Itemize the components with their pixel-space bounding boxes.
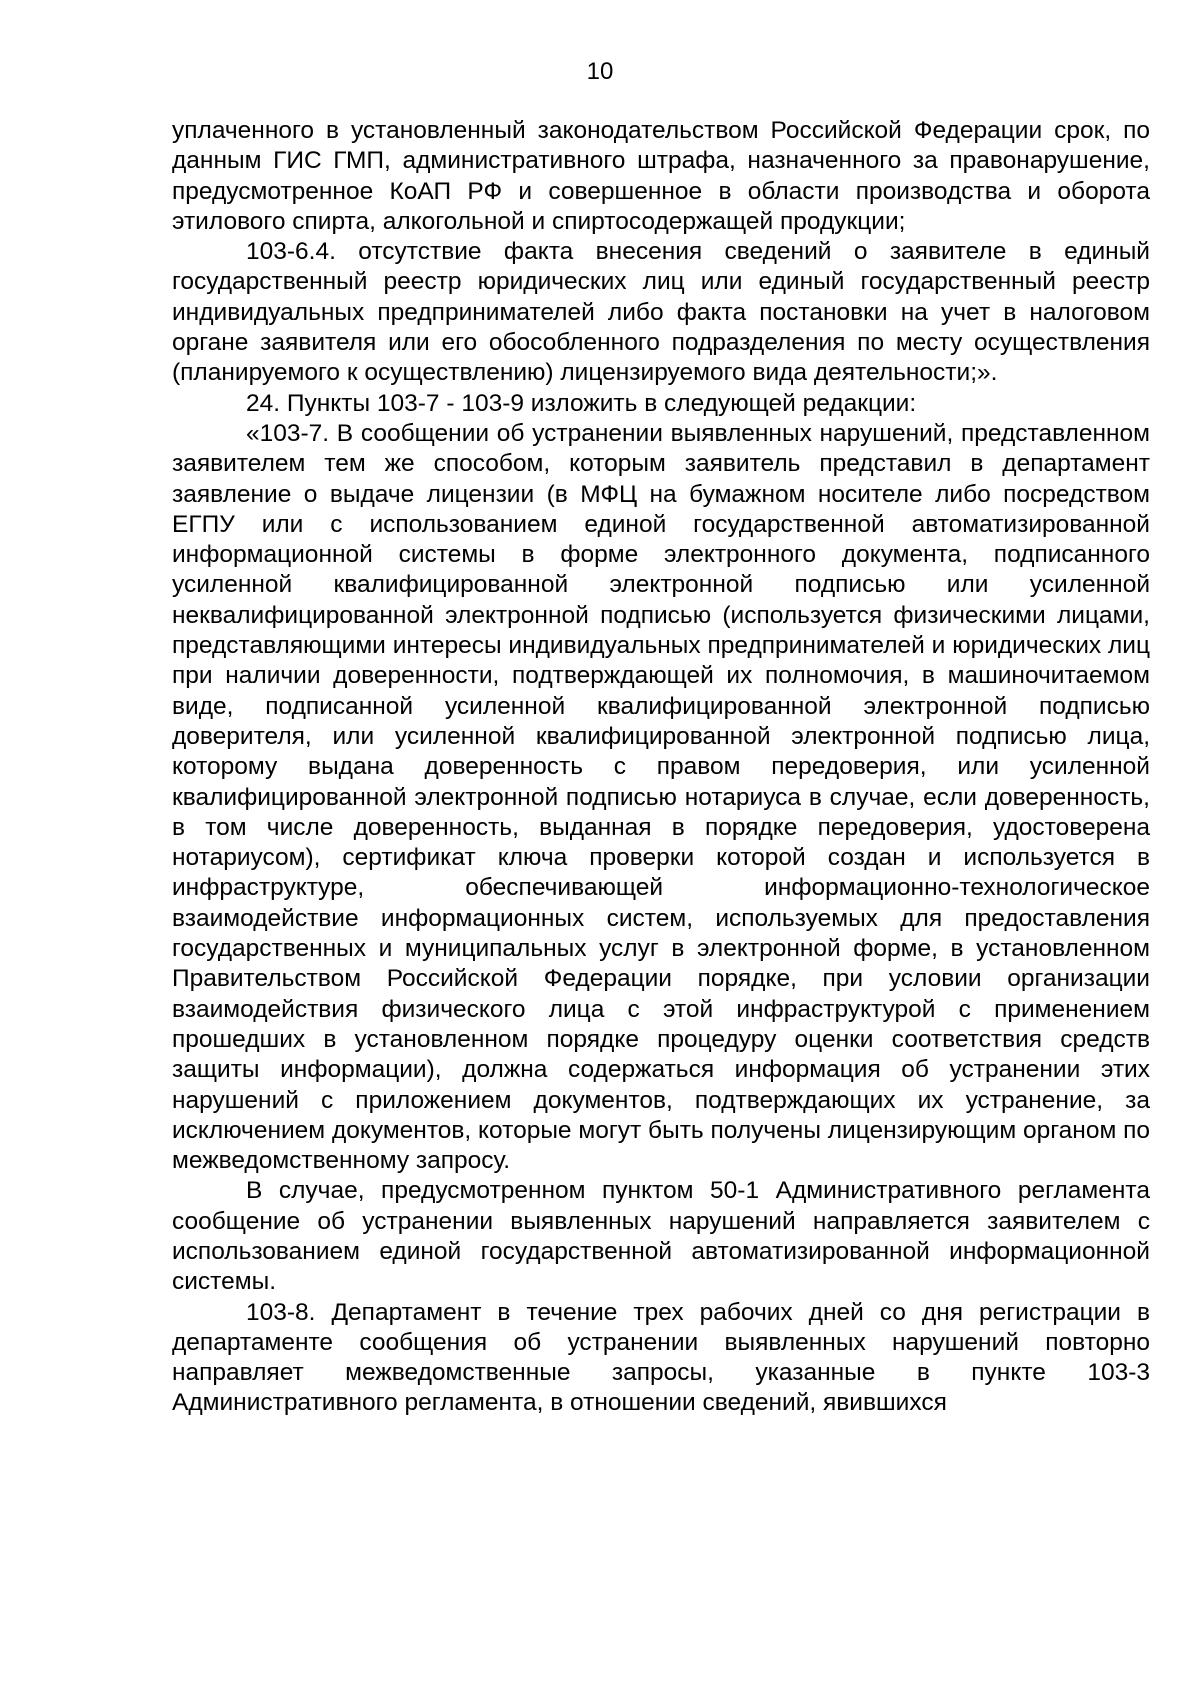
paragraph-case-50-1: В случае, предусмотренном пунктом 50-1 Административного регламента сообщение об устранении выявленных нарушений направляется заявителем с использованием единой государственной автоматизированной информационной системы. — [172, 1177, 1150, 1296]
document-body — [172, 116, 1150, 1419]
paragraph-fine-conditions: уплаченного в установленный законодательством Российской Федерации срок, по данным ГИС ГМП, административного штрафа, назначенного за правонарушение, предусмотренное КоАП РФ и совершенное в области производства и оборота этилового спирта, алкогольной и спиртосодержащей продукции; — [172, 117, 1150, 235]
paragraph-103-8: 103-8. Департамент в течение трех рабочих дней со дня регистрации в департаменте сообщения об устранении выявленных нарушений повторно направляет межведомственные запросы, указанные в пункте 103-3 Административного регламента, в отношении сведений, явившихся — [172, 1298, 1150, 1417]
page-number: 10 — [586, 58, 614, 85]
paragraph-103-7: «103-7. В сообщении об устранении выявленных нарушений, представленном заявителем тем же способом, которым заявитель представил в департамент заявление о выдаче лицензии (в МФЦ на бумажном носителе либо посредством ЕГПУ или с использованием единой государственной автоматизированной информационной системы в форме электронного документа, подписанного усиленной квалифицированной электронной подписью или усиленной неквалифицированной электронной подписью (используется физическими лицами, представляющими интересы индивидуальных предпринимателей и юридических лиц при наличии доверенности, подтверждающей их полномочия, в машиночитаемом виде, подписанной усиленной квалифицированной электронной подписью доверителя, или усиленной квалифицированной электронной подписью лица, которому выдана доверенность с правом передоверия, или усиленной квалифицированной электронной подписью нотариуса в случае, если доверенность, в том числе доверенность, выданная в порядке передоверия, удостоверена нотариусом), сертификат ключа проверки которой создан и используется в инфраструктуре, обеспечивающей информационно-технологическое взаимодействие информационных систем, используемых для предоставления государственных и муниципальных услуг в электронной форме, в установленном Правительством Российской Федерации порядке, при условии организации взаимодействия физического лица с этой инфраструктурой с применением прошедших в установленном порядке процедуру оценки соответствия средств защиты информации), должна содержаться информация об устранении этих нарушений с приложением документов, подтверждающих их устранение, за исключением документов, которые могут быть получены лицензирующим органом по межведомственному запросу. — [172, 419, 1150, 1175]
paragraph-103-6-4: 103-6.4. отсутствие факта внесения сведений о заявителе в единый государственный реестр юридических лиц или единый государственный реестр индивидуальных предпринимателей либо факта постановки на учет в налоговом органе заявителя или его обособленного подразделения по месту осуществления (планируемого к осуществлению) лицензируемого вида деятельности;». — [172, 238, 1150, 387]
paragraph-item-24: 24. Пункты 103-7 - 103-9 изложить в следующей редакции: — [246, 389, 917, 417]
